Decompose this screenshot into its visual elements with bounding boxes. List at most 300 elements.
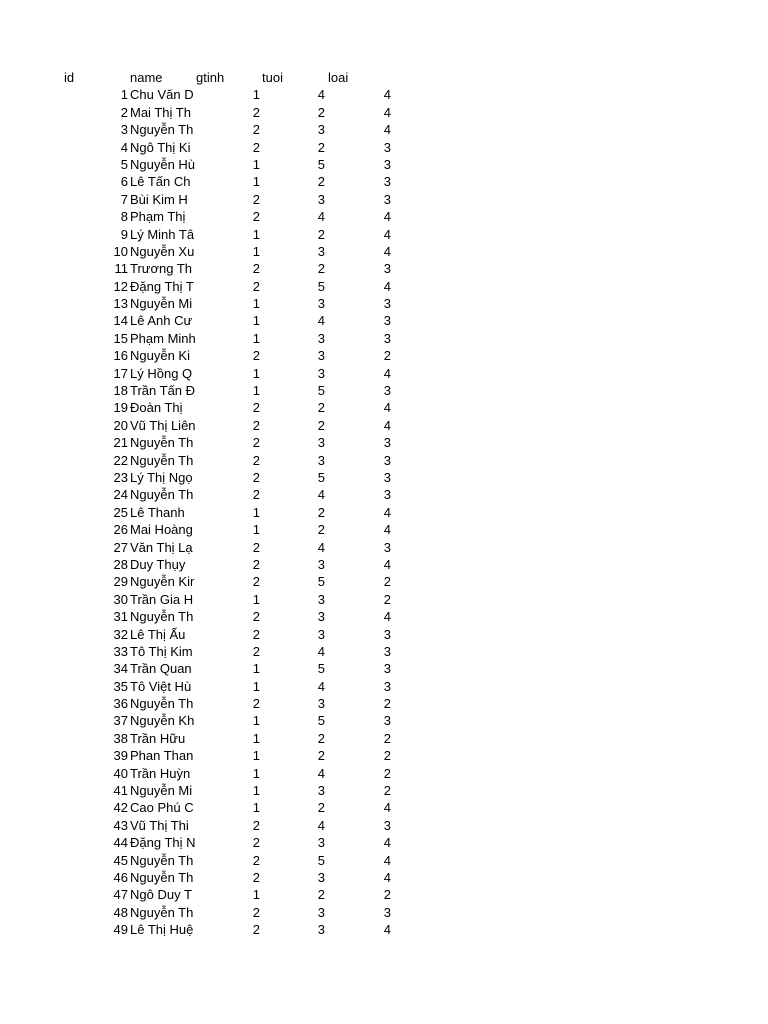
cell-gtinh[interactable]: 2: [252, 122, 260, 138]
cell-gtinh[interactable]: 2: [252, 643, 260, 659]
cell-loai[interactable]: 3: [383, 643, 391, 659]
cell-tuoi[interactable]: 2: [317, 522, 325, 538]
cell-name[interactable]: Trần Quan: [130, 661, 192, 677]
cell-id[interactable]: 18: [113, 383, 128, 399]
cell-id[interactable]: 29: [113, 574, 128, 590]
cell-gtinh[interactable]: 2: [252, 904, 260, 920]
cell-tuoi[interactable]: 4: [317, 487, 325, 503]
cell-id[interactable]: 2: [120, 104, 128, 120]
cell-name[interactable]: Lê Thị Ấu: [130, 626, 186, 642]
table-row: [0, 278, 768, 295]
cell-name[interactable]: Tô Việt Hù: [130, 678, 192, 694]
cell-gtinh[interactable]: 1: [252, 522, 260, 538]
cell-tuoi[interactable]: 4: [317, 678, 325, 694]
cell-id[interactable]: 9: [120, 226, 128, 242]
cell-id[interactable]: 17: [113, 365, 128, 381]
cell-loai[interactable]: 3: [383, 539, 391, 555]
cell-name[interactable]: Đặng Thị T: [130, 278, 194, 294]
table-row: [0, 678, 768, 695]
cell-id[interactable]: 10: [113, 243, 128, 259]
cell-id[interactable]: 34: [113, 661, 128, 677]
cell-loai[interactable]: 4: [383, 122, 391, 138]
cell-loai[interactable]: 3: [383, 452, 391, 468]
cell-tuoi[interactable]: 5: [317, 661, 325, 677]
cell-id[interactable]: 36: [113, 696, 128, 712]
cell-id[interactable]: 39: [113, 748, 128, 764]
cell-gtinh[interactable]: 2: [252, 609, 260, 625]
cell-name[interactable]: Tô Thị Kim: [130, 643, 193, 659]
cell-id[interactable]: 42: [113, 800, 128, 816]
cell-tuoi[interactable]: 2: [317, 417, 325, 433]
cell-name[interactable]: Chu Văn D: [130, 87, 194, 103]
cell-loai[interactable]: 2: [383, 783, 391, 799]
cell-name[interactable]: Nguyễn Kh: [130, 713, 195, 729]
cell-loai[interactable]: 2: [383, 887, 391, 903]
header-gtinh[interactable]: gtinh: [196, 70, 225, 85]
cell-tuoi[interactable]: 4: [317, 539, 325, 555]
cell-tuoi[interactable]: 5: [317, 852, 325, 868]
table-row: [0, 382, 768, 399]
cell-name[interactable]: Đoàn Thị: [130, 400, 183, 416]
cell-id[interactable]: 23: [113, 469, 128, 485]
cell-gtinh[interactable]: 2: [252, 435, 260, 451]
cell-tuoi[interactable]: 3: [317, 452, 325, 468]
cell-tuoi[interactable]: 3: [317, 330, 325, 346]
cell-loai[interactable]: 3: [383, 817, 391, 833]
cell-name[interactable]: Đặng Thị N: [130, 835, 196, 851]
cell-name[interactable]: Lý Minh Tâ: [130, 226, 195, 242]
cell-tuoi[interactable]: 5: [317, 469, 325, 485]
cell-id[interactable]: 25: [113, 504, 128, 520]
cell-id[interactable]: 13: [113, 296, 128, 312]
cell-loai[interactable]: 3: [383, 313, 391, 329]
table-row: [0, 173, 768, 190]
cell-gtinh[interactable]: 1: [252, 783, 260, 799]
table-row: [0, 156, 768, 173]
cell-gtinh[interactable]: 2: [252, 209, 260, 225]
table-body: [0, 86, 768, 938]
cell-name[interactable]: Trần Hữu: [130, 730, 186, 746]
cell-tuoi[interactable]: 2: [317, 748, 325, 764]
header-id[interactable]: id: [64, 70, 75, 85]
cell-loai[interactable]: 2: [383, 574, 391, 590]
cell-tuoi[interactable]: 2: [317, 174, 325, 190]
cell-id[interactable]: 31: [113, 609, 128, 625]
cell-name[interactable]: Trần Huỳn: [130, 765, 191, 781]
cell-gtinh[interactable]: 2: [252, 191, 260, 207]
cell-name[interactable]: Mai Thị Th: [130, 104, 191, 120]
cell-id[interactable]: 1: [120, 87, 128, 103]
table-row: [0, 330, 768, 347]
cell-loai[interactable]: 4: [383, 504, 391, 520]
table-row: [0, 799, 768, 816]
table-row: [0, 695, 768, 712]
cell-id[interactable]: 21: [113, 435, 128, 451]
cell-gtinh[interactable]: 2: [252, 852, 260, 868]
cell-tuoi[interactable]: 5: [317, 383, 325, 399]
cell-gtinh[interactable]: 2: [252, 348, 260, 364]
table-row: [0, 312, 768, 329]
cell-id[interactable]: 26: [113, 522, 128, 538]
cell-loai[interactable]: 4: [383, 556, 391, 572]
table-row: [0, 660, 768, 677]
cell-gtinh[interactable]: 2: [252, 104, 260, 120]
cell-loai[interactable]: 3: [383, 296, 391, 312]
cell-tuoi[interactable]: 4: [317, 313, 325, 329]
cell-id[interactable]: 33: [113, 643, 128, 659]
cell-gtinh[interactable]: 2: [252, 469, 260, 485]
cell-loai[interactable]: 2: [383, 591, 391, 607]
cell-id[interactable]: 43: [113, 817, 128, 833]
cell-name[interactable]: Nguyễn Th: [130, 452, 194, 468]
cell-name[interactable]: Vũ Thị Thi: [130, 817, 189, 833]
cell-loai[interactable]: 3: [383, 261, 391, 277]
cell-id[interactable]: 15: [113, 330, 128, 346]
cell-loai[interactable]: 2: [383, 748, 391, 764]
cell-loai[interactable]: 3: [383, 156, 391, 172]
cell-loai[interactable]: 3: [383, 626, 391, 642]
cell-name[interactable]: Trần Tấn Đ: [130, 383, 196, 399]
cell-gtinh[interactable]: 1: [252, 800, 260, 816]
table-row: [0, 834, 768, 851]
cell-id[interactable]: 28: [113, 556, 128, 572]
cell-id[interactable]: 30: [113, 591, 128, 607]
cell-loai[interactable]: 2: [383, 348, 391, 364]
cell-loai[interactable]: 3: [383, 330, 391, 346]
cell-id[interactable]: 27: [113, 539, 128, 555]
cell-id[interactable]: 45: [113, 852, 128, 868]
cell-tuoi[interactable]: 5: [317, 278, 325, 294]
table-row: [0, 295, 768, 312]
cell-loai[interactable]: 4: [383, 278, 391, 294]
table-row: [0, 904, 768, 921]
cell-name[interactable]: Nguyễn Mi: [130, 783, 193, 799]
cell-loai[interactable]: 4: [383, 209, 391, 225]
cell-id[interactable]: 5: [120, 156, 128, 172]
cell-loai[interactable]: 3: [383, 174, 391, 190]
table-row: [0, 365, 768, 382]
table-row: [0, 243, 768, 260]
cell-loai[interactable]: 4: [383, 922, 391, 938]
cell-name[interactable]: Nguyễn Ki: [130, 348, 190, 364]
table-row: [0, 886, 768, 903]
table-row: [0, 226, 768, 243]
table-row: [0, 469, 768, 486]
cell-name[interactable]: Trần Gia H: [130, 591, 194, 607]
cell-gtinh[interactable]: 1: [252, 313, 260, 329]
cell-gtinh[interactable]: 1: [252, 226, 260, 242]
cell-id[interactable]: 37: [113, 713, 128, 729]
table-row: [0, 504, 768, 521]
cell-tuoi[interactable]: 3: [317, 783, 325, 799]
cell-tuoi[interactable]: 3: [317, 191, 325, 207]
cell-loai[interactable]: 4: [383, 226, 391, 242]
cell-gtinh[interactable]: 1: [252, 243, 260, 259]
cell-name[interactable]: Phan Than: [130, 748, 194, 764]
cell-name[interactable]: Nguyễn Th: [130, 904, 194, 920]
cell-tuoi[interactable]: 2: [317, 730, 325, 746]
cell-tuoi[interactable]: 2: [317, 504, 325, 520]
cell-name[interactable]: Phạm Minh: [130, 330, 196, 346]
cell-tuoi[interactable]: 4: [317, 817, 325, 833]
cell-id[interactable]: 35: [113, 678, 128, 694]
cell-gtinh[interactable]: 1: [252, 765, 260, 781]
cell-loai[interactable]: 4: [383, 417, 391, 433]
table-row: [0, 191, 768, 208]
table-row: [0, 434, 768, 451]
cell-loai[interactable]: 2: [383, 765, 391, 781]
cell-gtinh[interactable]: 1: [252, 87, 260, 103]
cell-id[interactable]: 44: [113, 835, 128, 851]
cell-loai[interactable]: 3: [383, 661, 391, 677]
cell-tuoi[interactable]: 3: [317, 243, 325, 259]
cell-name[interactable]: Nguyễn Kir: [130, 574, 195, 590]
cell-tuoi[interactable]: 3: [317, 365, 325, 381]
cell-loai[interactable]: 3: [383, 139, 391, 155]
cell-gtinh[interactable]: 1: [252, 296, 260, 312]
cell-id[interactable]: 19: [113, 400, 128, 416]
table-row: [0, 86, 768, 103]
table-row: [0, 626, 768, 643]
cell-tuoi[interactable]: 4: [317, 87, 325, 103]
cell-gtinh[interactable]: 1: [252, 678, 260, 694]
cell-name[interactable]: Duy Thụy: [130, 556, 186, 572]
table-row: [0, 347, 768, 364]
table-row: [0, 521, 768, 538]
table-row: [0, 852, 768, 869]
cell-id[interactable]: 46: [113, 869, 128, 885]
cell-gtinh[interactable]: 1: [252, 365, 260, 381]
cell-gtinh[interactable]: 1: [252, 504, 260, 520]
cell-loai[interactable]: 4: [383, 835, 391, 851]
cell-name[interactable]: Lý Hồng Q: [130, 365, 193, 381]
cell-tuoi[interactable]: 3: [317, 435, 325, 451]
cell-name[interactable]: Lê Thanh: [130, 504, 185, 520]
cell-tuoi[interactable]: 4: [317, 643, 325, 659]
cell-name[interactable]: Nguyễn Th: [130, 852, 194, 868]
table-row: [0, 539, 768, 556]
cell-loai[interactable]: 2: [383, 696, 391, 712]
table-row: [0, 208, 768, 225]
cell-tuoi[interactable]: 5: [317, 156, 325, 172]
cell-loai[interactable]: 3: [383, 435, 391, 451]
cell-loai[interactable]: 3: [383, 191, 391, 207]
cell-tuoi[interactable]: 3: [317, 296, 325, 312]
table-row: [0, 399, 768, 416]
cell-loai[interactable]: 4: [383, 852, 391, 868]
cell-tuoi[interactable]: 2: [317, 104, 325, 120]
cell-id[interactable]: 8: [120, 209, 128, 225]
table-row: [0, 104, 768, 121]
cell-loai[interactable]: 4: [383, 243, 391, 259]
cell-name[interactable]: Nguyễn Mi: [130, 296, 193, 312]
cell-name[interactable]: Nguyễn Th: [130, 609, 194, 625]
cell-gtinh[interactable]: 2: [252, 556, 260, 572]
cell-name[interactable]: Vũ Thị Liên: [130, 417, 196, 433]
table-row: [0, 417, 768, 434]
cell-id[interactable]: 11: [114, 261, 128, 277]
header-name[interactable]: name: [130, 70, 163, 85]
cell-name[interactable]: Nguyễn Th: [130, 435, 194, 451]
cell-loai[interactable]: 4: [383, 365, 391, 381]
cell-loai[interactable]: 4: [383, 800, 391, 816]
cell-tuoi[interactable]: 4: [317, 209, 325, 225]
cell-gtinh[interactable]: 1: [252, 730, 260, 746]
cell-id[interactable]: 3: [120, 122, 128, 138]
cell-gtinh[interactable]: 2: [252, 278, 260, 294]
cell-tuoi[interactable]: 3: [317, 609, 325, 625]
cell-tuoi[interactable]: 5: [317, 574, 325, 590]
cell-gtinh[interactable]: 2: [252, 626, 260, 642]
cell-tuoi[interactable]: 3: [317, 696, 325, 712]
cell-loai[interactable]: 4: [383, 869, 391, 885]
cell-tuoi[interactable]: 2: [317, 887, 325, 903]
cell-name[interactable]: Lý Thị Ngọ: [130, 469, 193, 485]
cell-gtinh[interactable]: 2: [252, 539, 260, 555]
cell-id[interactable]: 16: [113, 348, 128, 364]
cell-tuoi[interactable]: 4: [317, 765, 325, 781]
table-row: [0, 765, 768, 782]
cell-gtinh[interactable]: 2: [252, 817, 260, 833]
cell-name[interactable]: Ngô Thị Ki: [130, 139, 191, 155]
table-row: [0, 782, 768, 799]
cell-loai[interactable]: 3: [383, 487, 391, 503]
cell-name[interactable]: Lê Thị Huệ: [130, 922, 194, 938]
cell-name[interactable]: Nguyễn Th: [130, 122, 194, 138]
cell-name[interactable]: Nguyễn Th: [130, 696, 194, 712]
cell-id[interactable]: 32: [113, 626, 128, 642]
cell-name[interactable]: Mai Hoàng: [130, 522, 193, 538]
header-row: [0, 69, 768, 86]
cell-name[interactable]: Trương Th: [130, 261, 193, 277]
cell-id[interactable]: 22: [113, 452, 128, 468]
cell-tuoi[interactable]: 3: [317, 869, 325, 885]
cell-tuoi[interactable]: 2: [317, 226, 325, 242]
cell-tuoi[interactable]: 3: [317, 835, 325, 851]
cell-tuoi[interactable]: 5: [317, 713, 325, 729]
table-row: [0, 712, 768, 729]
cell-name[interactable]: Cao Phú C: [130, 800, 194, 816]
cell-gtinh[interactable]: 1: [252, 591, 260, 607]
cell-id[interactable]: 6: [120, 174, 128, 190]
cell-tuoi[interactable]: 3: [317, 922, 325, 938]
cell-loai[interactable]: 3: [383, 678, 391, 694]
cell-id[interactable]: 49: [113, 922, 128, 938]
table-row: [0, 591, 768, 608]
cell-gtinh[interactable]: 1: [252, 383, 260, 399]
header-loai[interactable]: loai: [328, 70, 349, 85]
cell-tuoi[interactable]: 2: [317, 261, 325, 277]
cell-name[interactable]: Nguyễn Th: [130, 487, 194, 503]
cell-id[interactable]: 48: [113, 904, 128, 920]
cell-loai[interactable]: 4: [383, 87, 391, 103]
cell-gtinh[interactable]: 2: [252, 400, 260, 416]
cell-gtinh[interactable]: 2: [252, 696, 260, 712]
cell-tuoi[interactable]: 3: [317, 904, 325, 920]
cell-id[interactable]: 7: [120, 191, 128, 207]
cell-gtinh[interactable]: 2: [252, 922, 260, 938]
cell-gtinh[interactable]: 1: [252, 156, 260, 172]
table-row: [0, 139, 768, 156]
cell-gtinh[interactable]: 1: [252, 887, 260, 903]
table-row: [0, 121, 768, 138]
cell-loai[interactable]: 3: [383, 904, 391, 920]
table-row: [0, 747, 768, 764]
cell-gtinh[interactable]: 2: [252, 487, 260, 503]
cell-id[interactable]: 41: [113, 783, 128, 799]
cell-gtinh[interactable]: 2: [252, 417, 260, 433]
header-tuoi[interactable]: tuoi: [262, 70, 283, 85]
cell-loai[interactable]: 4: [383, 522, 391, 538]
cell-id[interactable]: 40: [113, 765, 128, 781]
cell-name[interactable]: Lê Tấn Ch: [130, 174, 191, 190]
cell-name[interactable]: Ngô Duy T: [130, 887, 192, 903]
cell-loai[interactable]: 4: [383, 104, 391, 120]
table-row: [0, 608, 768, 625]
cell-gtinh[interactable]: 2: [252, 139, 260, 155]
cell-loai[interactable]: 2: [383, 730, 391, 746]
cell-tuoi[interactable]: 2: [317, 139, 325, 155]
table-row: [0, 730, 768, 747]
cell-id[interactable]: 47: [113, 887, 128, 903]
table-row: [0, 260, 768, 277]
table-row: [0, 556, 768, 573]
cell-tuoi[interactable]: 3: [317, 122, 325, 138]
cell-name[interactable]: Nguyễn Hù: [130, 156, 196, 172]
table-row: [0, 573, 768, 590]
cell-gtinh[interactable]: 1: [252, 713, 260, 729]
table-row: [0, 643, 768, 660]
cell-id[interactable]: 12: [113, 278, 128, 294]
cell-tuoi[interactable]: 3: [317, 556, 325, 572]
cell-gtinh[interactable]: 2: [252, 261, 260, 277]
cell-gtinh[interactable]: 1: [252, 661, 260, 677]
cell-tuoi[interactable]: 2: [317, 400, 325, 416]
cell-gtinh[interactable]: 2: [252, 452, 260, 468]
cell-tuoi[interactable]: 3: [317, 348, 325, 364]
cell-loai[interactable]: 3: [383, 713, 391, 729]
cell-gtinh[interactable]: 2: [252, 574, 260, 590]
cell-gtinh[interactable]: 2: [252, 835, 260, 851]
cell-tuoi[interactable]: 3: [317, 591, 325, 607]
cell-id[interactable]: 38: [113, 730, 128, 746]
cell-id[interactable]: 4: [120, 139, 128, 155]
cell-gtinh[interactable]: 1: [252, 330, 260, 346]
cell-loai[interactable]: 4: [383, 400, 391, 416]
spreadsheet-table: [0, 69, 768, 939]
cell-tuoi[interactable]: 3: [317, 626, 325, 642]
cell-name[interactable]: Văn Thị Lạ: [130, 539, 193, 555]
cell-tuoi[interactable]: 2: [317, 800, 325, 816]
cell-loai[interactable]: 3: [383, 469, 391, 485]
table-row: [0, 817, 768, 834]
cell-name[interactable]: Nguyễn Th: [130, 869, 194, 885]
cell-name[interactable]: Lê Anh Cư: [130, 313, 193, 329]
cell-id[interactable]: 24: [113, 487, 128, 503]
cell-loai[interactable]: 3: [383, 383, 391, 399]
cell-gtinh[interactable]: 2: [252, 869, 260, 885]
cell-name[interactable]: Bùi Kim H: [130, 191, 188, 207]
cell-name[interactable]: Nguyễn Xu: [130, 243, 195, 259]
cell-id[interactable]: 14: [113, 313, 128, 329]
table-row: [0, 921, 768, 938]
table-row: [0, 869, 768, 886]
cell-gtinh[interactable]: 1: [252, 174, 260, 190]
cell-gtinh[interactable]: 1: [252, 748, 260, 764]
cell-id[interactable]: 20: [113, 417, 128, 433]
cell-name[interactable]: Phạm Thị: [130, 209, 186, 225]
cell-loai[interactable]: 4: [383, 609, 391, 625]
